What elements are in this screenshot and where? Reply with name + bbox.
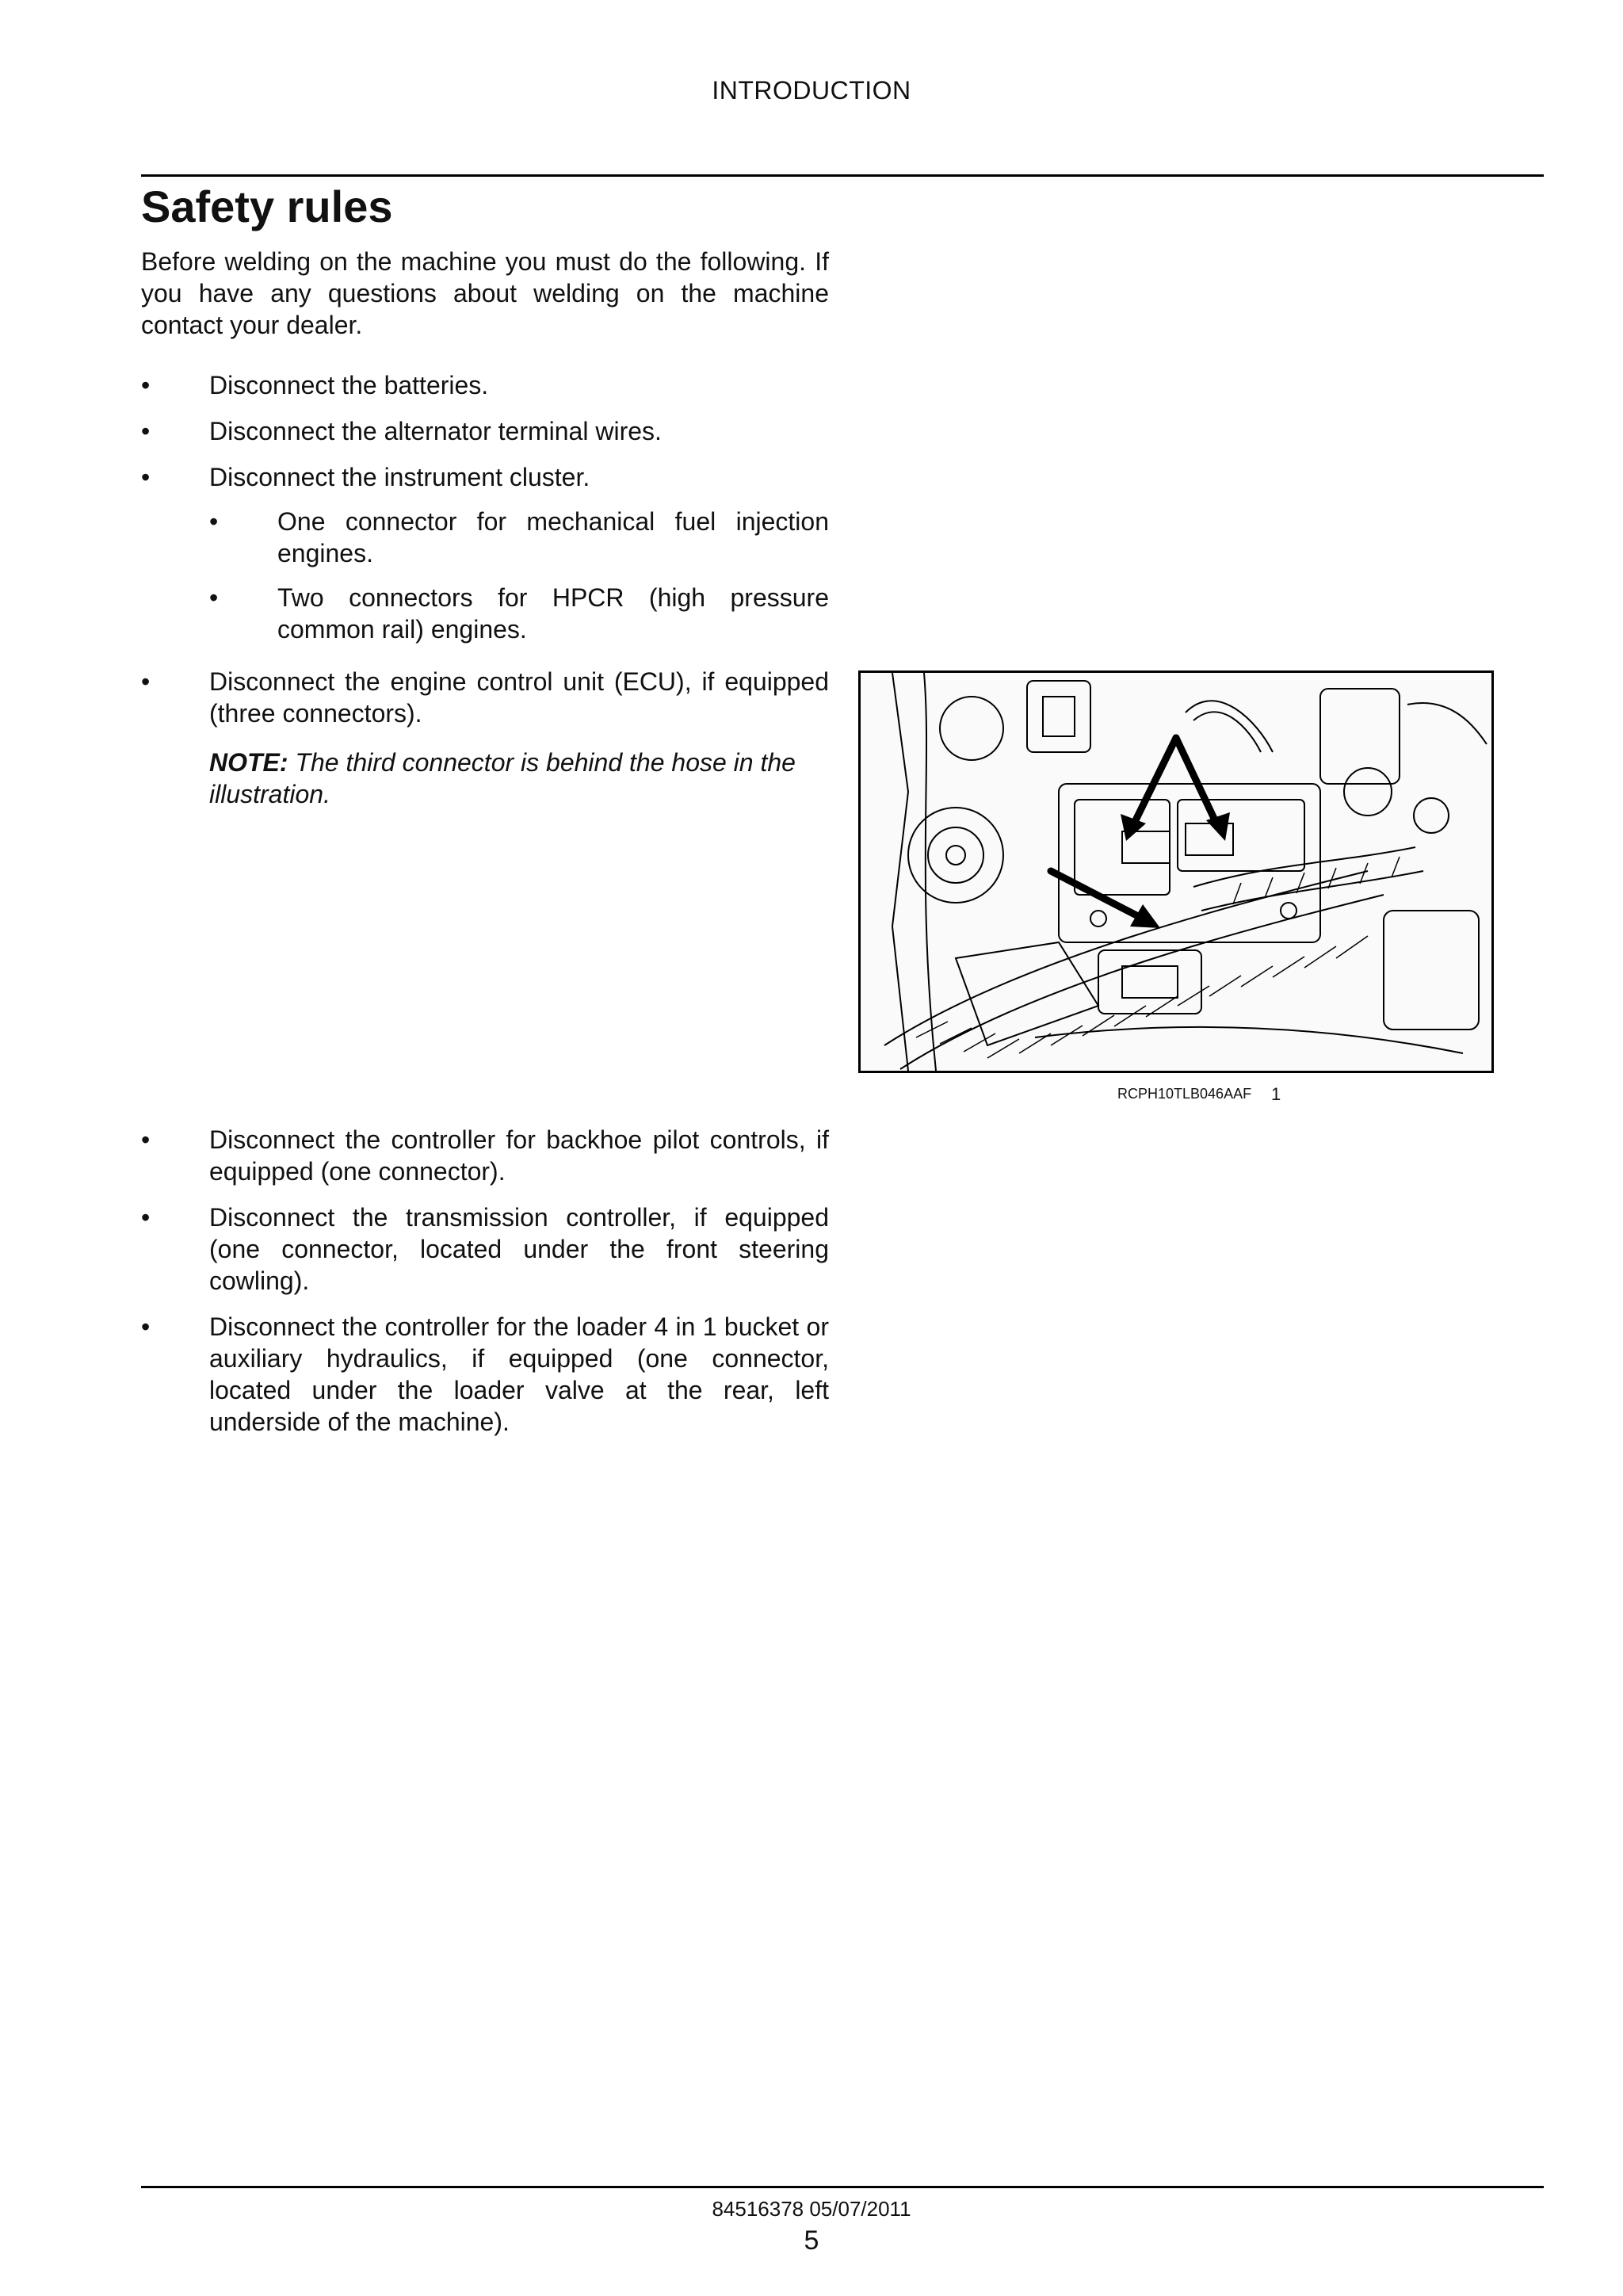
bullet-text: Disconnect the instrument cluster. <box>209 463 590 491</box>
header-rule <box>141 174 1544 177</box>
note-label: NOTE: <box>209 748 288 777</box>
bullet-icon: • <box>141 463 151 491</box>
intro-paragraph <box>141 246 829 341</box>
engine-illustration <box>858 670 1494 1073</box>
figure-number: 1 <box>1271 1084 1281 1104</box>
document-id: 84516378 05/07/2011 <box>712 2197 911 2221</box>
bullet-icon: • <box>141 1312 151 1341</box>
bullet-text: Disconnect the alternator terminal wires. <box>209 417 662 445</box>
bullet-text: Disconnect the controller for the loader 4 in 1 bucket or auxiliary hydraulics, if equipped (one connector, located under the loader valve at the rear, left underside of the machine). <box>209 1312 829 1436</box>
bullet-icon: • <box>141 371 151 399</box>
bullet-text: Disconnect the transmission controller, if equipped (one connector, located under the front steering cowling). <box>209 1203 829 1295</box>
figure-code: RCPH10TLB046AAF <box>1117 1086 1252 1102</box>
page-title: Safety rules <box>141 181 393 231</box>
bullet-icon: • <box>141 417 151 445</box>
note <box>209 747 829 810</box>
bullet-icon: • <box>141 1125 151 1154</box>
sub-bullet-icon: • <box>209 507 219 536</box>
note-text: The third connector is behind the hose in the illustration. <box>209 748 796 808</box>
intro-text: Before welding on the machine you must do the following. If you have any questions about welding on the machine contact your dealer. <box>141 247 829 339</box>
bullet-icon: • <box>141 667 151 696</box>
page-header: INTRODUCTION <box>712 76 911 105</box>
bullet-icon: • <box>141 1203 151 1232</box>
engine-line-drawing <box>861 673 1491 1071</box>
footer-rule <box>141 2186 1544 2188</box>
bullet-text: Disconnect the engine control unit (ECU), if equipped (three connectors). <box>209 667 829 728</box>
sub-bullet-text: One connector for mechanical fuel injection engines. <box>277 507 829 567</box>
bullet-text: Disconnect the controller for backhoe pilot controls, if equipped (one connector). <box>209 1125 829 1186</box>
page-number: 5 <box>804 2225 819 2256</box>
bullet-text: Disconnect the batteries. <box>209 371 489 399</box>
sub-bullet-icon: • <box>209 583 219 612</box>
sub-bullet-text: Two connectors for HPCR (high pressure common rail) engines. <box>277 583 829 644</box>
